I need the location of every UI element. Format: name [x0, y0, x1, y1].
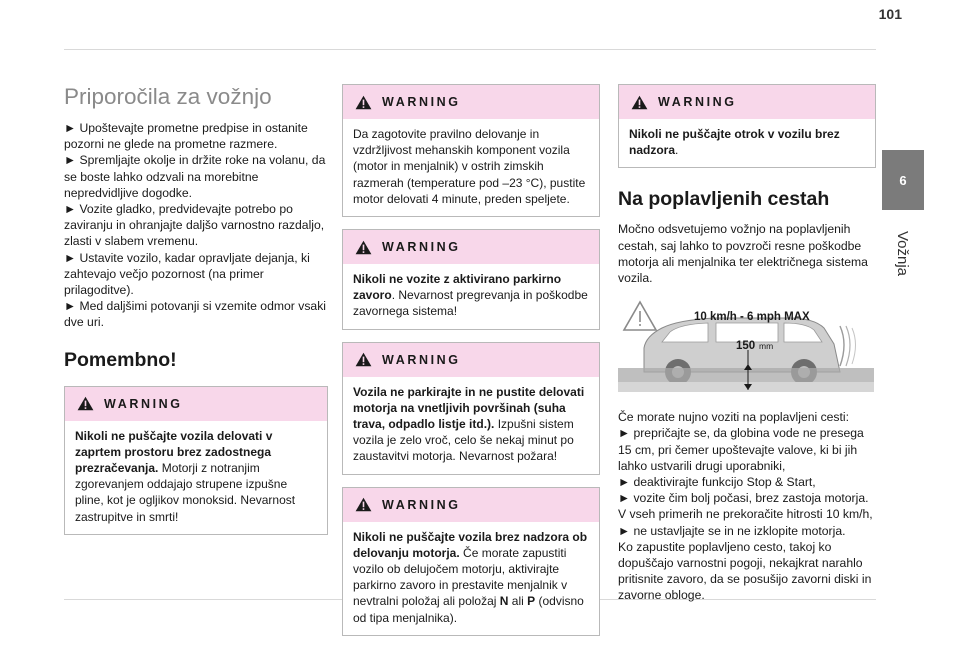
- flooded-roads-intro: Močno odsvetujemo vožnjo na poplavljenih cestah, saj lahko to povzroči resne poškodbe motorja ali menjalnika ter električnega sistema vozila.: [618, 222, 868, 286]
- warning-body-text: (odvisno od tipa menjalnika).: [353, 594, 584, 625]
- list-item: ► Spremljajte okolje in držite roke na volanu, da se boste lahko odzvali na morebitne nepredvidljive dogodke.: [64, 153, 326, 200]
- warning-header: [343, 85, 599, 119]
- list-item: ► deaktivirajte funkcijo Stop & Start,: [618, 475, 816, 490]
- warning-triangle-icon: [631, 95, 648, 110]
- top-divider: [64, 49, 876, 50]
- warning-box-unattended: [342, 487, 600, 636]
- list-item: ► prepričajte se, da globina vode ne presega 15 cm, pri čemer upoštevajte valove, ki bi jih lahko ustvarili drugi uporabniki,: [618, 426, 864, 473]
- warning-box-flammable: [342, 342, 600, 475]
- warning-text: [343, 522, 599, 635]
- column-left: [64, 76, 328, 547]
- list-item: ► Upoštevajte prometne predpise in ostanite pozorni ne glede na prometne razmere.: [64, 121, 308, 152]
- chapter-number: 6: [899, 172, 907, 188]
- warning-triangle-icon: [355, 352, 372, 367]
- warning-title: WARNING: [382, 95, 461, 109]
- list-item: ► vozite čim bolj počasi, brez zastoja motorja. V vseh primerih ne prekoračite hitrosti 10 km/h,: [618, 491, 873, 522]
- warning-body-text: .: [675, 143, 679, 158]
- section-heading-flooded-roads: Na poplavljenih cestah: [618, 188, 830, 211]
- caution-sign-icon: [624, 302, 656, 330]
- speed-limit-label: 10 km/h - 6 mph MAX: [694, 311, 810, 324]
- warning-body-text: ali: [508, 594, 528, 609]
- flooded-road-illustration: [618, 298, 874, 394]
- warning-bold-text: Vozila ne parkirajte in ne pustite delovati motorja na vnetljivih površinah (suha trava, odpadlo listje itd.).: [353, 384, 585, 432]
- chapter-label: [888, 218, 918, 288]
- gear-position-n: N: [499, 594, 509, 609]
- chapter-title: Vožnja: [894, 230, 912, 276]
- page-number: 101: [878, 6, 902, 22]
- list-item: ► Med daljšimi potovanji si vzemite odmor vsaki dve uri.: [64, 299, 326, 330]
- warning-triangle-icon: [355, 497, 372, 512]
- column-middle: [342, 84, 600, 648]
- warning-bold-text: Nikoli ne puščajte vozila delovati v zaprtem prostoru brez zadostnega prezračevanja.: [75, 428, 273, 476]
- warning-bold-text: Nikoli ne vozite z aktivirano parkirno zavoro: [353, 272, 562, 303]
- gear-position-p: P: [527, 594, 536, 609]
- warning-title: WARNING: [104, 396, 183, 411]
- warning-triangle-icon: [355, 240, 372, 255]
- list-item: ► Vozite gladko, predvidevajte potrebo po zaviranju in ohranjajte daljšo varnostno razdaljo, zlasti v slabem vremenu.: [64, 202, 325, 249]
- warning-text: [65, 421, 327, 534]
- section-heading-important: Pomembno!: [64, 348, 177, 371]
- warning-title: WARNING: [658, 95, 737, 109]
- warning-title: WARNING: [382, 352, 461, 367]
- warning-header: [343, 230, 599, 264]
- warning-title: WARNING: [382, 497, 461, 512]
- warning-text: [343, 264, 599, 329]
- list-item: Če morate nujno voziti na poplavljeni cesti:: [618, 410, 850, 425]
- list-item: ► ne ustavljajte se in ne izklopite motorja.: [618, 523, 846, 538]
- warning-body-text: Če morate zapustiti vozilo ob delujočem motorju, aktivirajte parkirno zavoro in prestavite menjalnik v nevtralni položaj ali položaj: [353, 545, 568, 609]
- warning-header: [65, 387, 327, 421]
- warning-body-text: Motorji z notranjim zgorevanjem oddajajo strupene izpušne pline, kot je ogljikov monoksid. Nevarnost zastrupitve in smrti!: [75, 461, 296, 524]
- warning-header: [343, 343, 599, 377]
- warning-header: [619, 85, 875, 119]
- warning-bold-text: Nikoli ne puščajte vozila brez nadzora ob delovanju motorja.: [353, 529, 588, 560]
- warning-box-parking-brake: [342, 229, 600, 330]
- warning-header: [343, 488, 599, 522]
- warning-body-text: . Nevarnost pregrevanja in poškodbe zavornega sistema!: [353, 288, 588, 319]
- warning-box-winter: [342, 84, 600, 217]
- warning-text: [619, 119, 875, 167]
- depth-unit: mm: [759, 341, 774, 352]
- warning-box-children: [618, 84, 876, 168]
- water-level: [618, 368, 874, 382]
- column-right: [618, 84, 876, 604]
- flooded-roads-instructions: [618, 409, 876, 603]
- depth-value: 150: [736, 340, 756, 353]
- section-heading-driving-tips: Priporočila za vožnjo: [64, 84, 272, 109]
- warning-text: Da zagotovite pravilno delovanje in vzdržljivost mehanskih komponent vozila (motor in menjalnik) v ostrih zimskih razmerah (temperature pod –23 °C), pustite motor delovati 4 minute, preden speljete.: [353, 127, 586, 206]
- driving-tips-list: [64, 120, 328, 331]
- warning-text: [343, 377, 599, 474]
- warning-body-text: Izpušni sistem vozila je zelo vroč, celo še nekaj minut po zaustavitvi motorja. Nevarnost požara!: [353, 417, 574, 464]
- warning-triangle-icon: [355, 95, 372, 110]
- list-item: Ko zapustite poplavljeno cesto, takoj ko dopuščajo varnostni pogoji, nekajkrat narahlo pritisnite zavoro, da se posušijo zavorni diski in zavorne obloge.: [618, 539, 872, 603]
- warning-triangle-icon: [77, 396, 94, 411]
- warning-bold-text: Nikoli ne puščajte otrok v vozilu brez nadzora: [629, 127, 840, 158]
- chapter-tab[interactable]: [882, 150, 924, 210]
- warning-title: WARNING: [382, 240, 461, 255]
- warning-box-ventilation: [64, 386, 328, 535]
- list-item: ► Ustavite vozilo, kadar opravljate dejanja, ki zahtevajo večjo pozornost (na primer prilagoditve).: [64, 250, 310, 298]
